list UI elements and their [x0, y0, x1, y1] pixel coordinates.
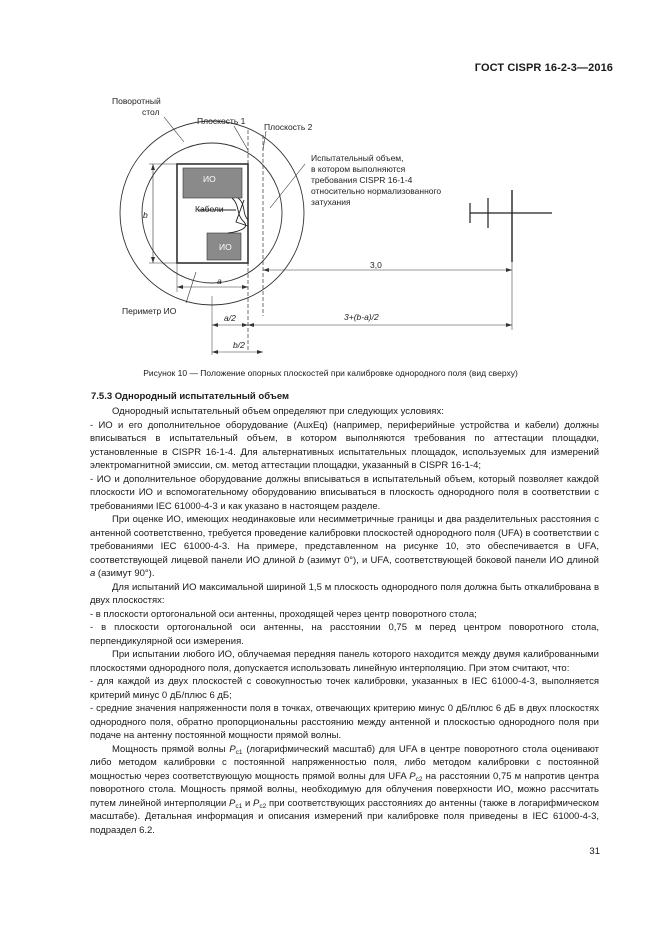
eut-perimeter-label: Периметр ИО: [122, 306, 177, 316]
plane1-leader: [234, 126, 248, 150]
dim-a-label: a: [217, 276, 222, 286]
dim-b-label: b: [143, 210, 148, 220]
section-body: [90, 405, 599, 837]
dist-3-label: 3,0: [370, 260, 382, 270]
paragraph-3: При оценке ИО, имеющих неодинаковые или несимметричные границы и два разделительных расстояния с антенной соответственно, требуется проведение калибровки плоскостей однородного поля (UFA) в соответствии с требованиями IEC 61000-4-3. На примере, представленном на рисунке 10, это обеспечивается в UFA, соответствующей лицевой панели ИО длиной b (азимут 0°), и UFA, соответствующей боковой панели ИО длиной a (азимут 90°).: [90, 514, 599, 579]
volume-label-5: затухания: [311, 197, 351, 207]
paragraph-6: Мощность прямой волны $P_{c1}$ (логарифмический масштаб) для UFA в центре поворотного стола оценивают либо методом калибровки с постоянной напряженностью поля, либо методом калибровки с постоянной мощностью через соответствующую мощность прямой волны для UFA $P_{c2}$ на расстоянии 0,75 м напротив центра поворотного стола. Мощность прямой волны, необходимую для облучения поверхности ИО, можно рассчитать путем линейной интерполяции $P_{c1}$ и $P_{c2}$ при соответствующих расстояниях до антенны (также в логарифмическом масштабе). Детальная информация и описания измерений при калибровке поля приведены в IEC 61000-4-3, подраздел 6.2.: [90, 743, 599, 836]
figure-10: [0, 0, 661, 365]
turntable-leader: [164, 117, 184, 142]
plane2-label: Плоскость 2: [264, 122, 313, 132]
antenna-drawing: [470, 190, 552, 330]
list-item-3: - для каждой из двух плоскостей с совокупностью точек калибровки, указанных в IEC 61000-4-3, выполняется критерий минус 0 дБ/плюс 6 дБ;: [90, 676, 599, 701]
figure-caption: Рисунок 10 — Положение опорных плоскостей при калибровке однородного поля (вид сверху): [143, 368, 518, 378]
standard-header: ГОСТ CISPR 16-2-3—2016: [474, 62, 613, 74]
turntable-label-2: стол: [142, 107, 160, 117]
plane2-leader: [263, 131, 266, 150]
turntable-label-1: Поворотный: [112, 96, 161, 106]
paragraph-4: Для испытаний ИО максимальной шириной 1,5 м плоскость однородного поля должна быть откалибрована в двух плоскостях:: [90, 581, 599, 606]
intro-paragraph: Однородный испытательный объем определяют при следующих условиях:: [112, 406, 444, 417]
dim-b2-label: b/2: [233, 340, 245, 350]
volume-label-4: относительно нормализованного: [311, 186, 442, 196]
eut-bottom-label: ИО: [219, 242, 232, 252]
plane1-label: Плоскость 1: [197, 116, 246, 126]
volume-label-3: требования CISPR 16-1-4: [311, 175, 413, 185]
condition-2: - ИО и дополнительное оборудование должны вписываться в испытательный объем, который позволяет каждой плоскости ИО и вспомогательному оборудованию вписываться в плоскость однородного поля в соответствии с требованиями IEC 61000-4-3 и как указано в настоящем разделе.: [90, 473, 599, 512]
list-item-4: - средние значения напряженности поля в точках, отвечающих критерию минус 0 дБ/плюс 6 дБ в двух плоскостях однородного поля, обратно пропорциональны расстоянию между антенной и плоскостью однородного поля при подаче на антенну постоянной мощности прямой волны.: [90, 703, 599, 741]
page-number: 31: [589, 846, 600, 857]
volume-label-1: Испытательный объем,: [311, 153, 404, 163]
volume-label-2: в котором выполняются: [311, 164, 406, 174]
list-item-2: - в плоскости ортогональной оси антенны, на расстоянии 0,75 м перед центром поворотного стола, перпендикулярной оси измерения.: [90, 622, 599, 647]
paragraph-5: При испытании любого ИО, облучаемая передняя панель которого находится между двумя калиброванными плоскостями однородного поля, допускается использовать линейную интерполяцию. При этом считают, что:: [90, 649, 599, 674]
list-item-1: - в плоскости ортогональной оси антенны, проходящей через центр поворотного стола;: [90, 608, 477, 620]
cables-label: Кабели: [195, 204, 224, 214]
eut-top-label: ИО: [203, 174, 216, 184]
dim-3ba2-label: 3+(b-a)/2: [344, 312, 379, 322]
condition-1: - ИО и его дополнительное оборудование (AuxEq) (например, периферийные устройства и кабели) должны вписываться в испытательный объем, в котором выполняются требования по аттестации площадки, установленные в CISPR 16-1-4. Для альтернативных испытательных площадок, используемых для измерений электромагнитной эмиссии, см. метод аттестации площадки, указанный в CISPR 16-1-4;: [90, 419, 599, 471]
dim-a2-label: a/2: [224, 313, 236, 323]
section-title: 7.5.3 Однородный испытательный объем: [91, 391, 290, 402]
perimeter-leader: [186, 272, 196, 303]
